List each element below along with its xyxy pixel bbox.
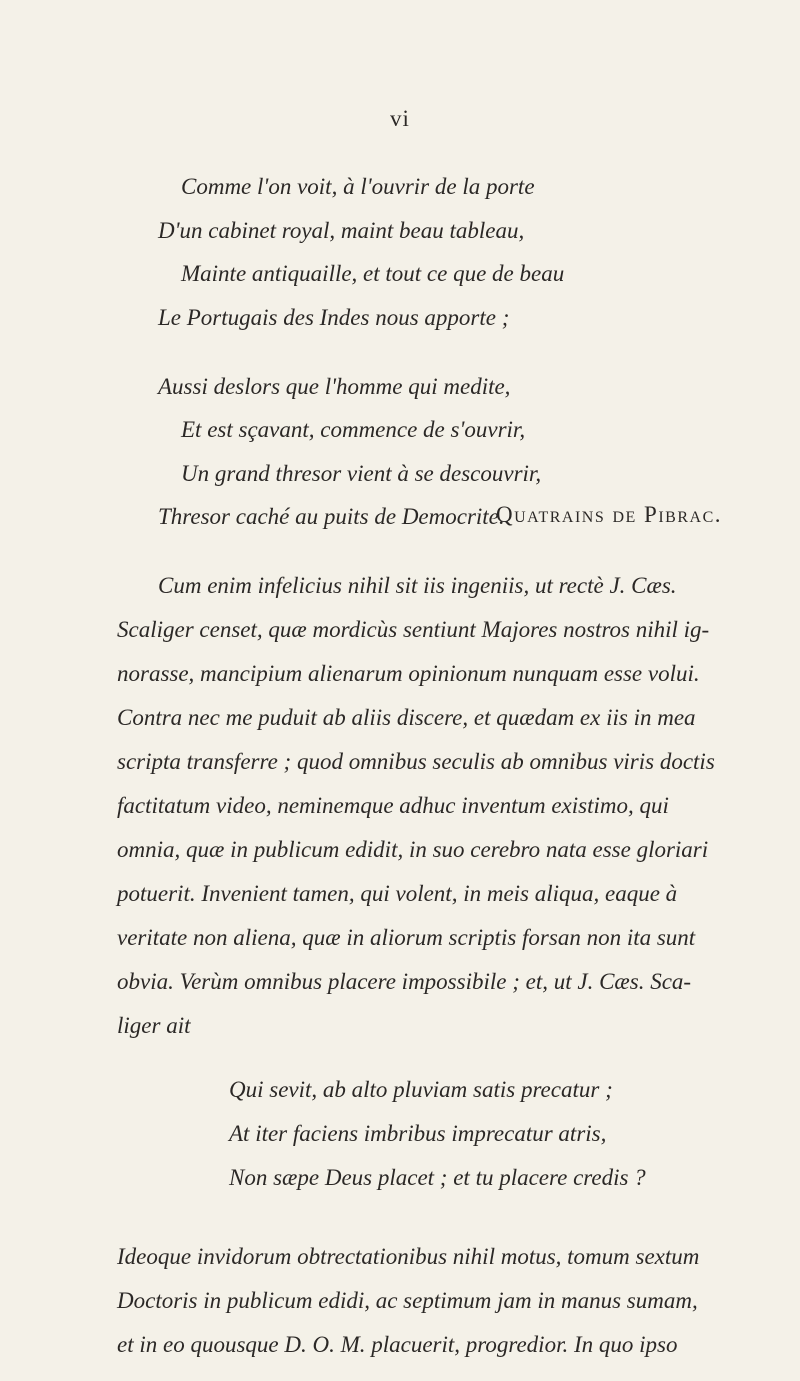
verse-line: Thresor caché au puits de Democrite.: [158, 504, 505, 529]
prose-line: potuerit. Invenient tamen, qui volent, in meis aliqua, eaque à: [117, 881, 678, 906]
prose-line: Ideoque invidorum obtrectationibus nihil motus, tomum sextum: [117, 1244, 700, 1269]
verse-line: D'un cabinet royal, maint beau tableau,: [158, 218, 525, 243]
prose-line: Doctoris in publicum edidi, ac septimum jam in manus sumam,: [117, 1288, 698, 1313]
verse-line: Comme l'on voit, à l'ouvrir de la porte: [181, 174, 535, 199]
quote-line: Non sæpe Deus placet ; et tu placere credis ?: [229, 1165, 646, 1190]
prose-line: veritate non aliena, quæ in aliorum scriptis forsan non ita sunt: [117, 925, 696, 950]
verse-line: Mainte antiquaille, et tout ce que de beau: [181, 261, 565, 286]
prose-line: Scaliger censet, quæ mordicùs sentiunt Majores nostros nihil ig-: [117, 617, 710, 642]
prose-line: Contra nec me puduit ab aliis discere, et quædam ex iis in mea: [117, 705, 696, 730]
verse-line: Le Portugais des Indes nous apporte ;: [158, 305, 510, 330]
verse-line: Aussi deslors que l'homme qui medite,: [158, 374, 511, 399]
prose-line: scripta transferre ; quod omnibus seculis ab omnibus viris doctis: [117, 749, 715, 774]
prose-line: Cum enim infelicius nihil sit iis ingeniis, ut rectè J. Cæs.: [158, 573, 677, 598]
verse-line: Un grand thresor vient à se descouvrir,: [181, 461, 542, 486]
quote-line: At iter faciens imbribus imprecatur atris,: [229, 1121, 607, 1146]
prose-line: liger ait: [117, 1013, 191, 1038]
prose-line: obvia. Verùm omnibus placere impossibile ; et, ut J. Cæs. Sca-: [117, 969, 692, 994]
prose-line: norasse, mancipium alienarum opinionum nunquam esse volui.: [117, 661, 700, 686]
quote-line: Qui sevit, ab alto pluviam satis precatur ;: [229, 1077, 613, 1102]
page-number: vi: [390, 106, 410, 131]
prose-line: factitatum video, neminemque adhuc inventum existimo, qui: [117, 793, 669, 818]
attribution: Quatrains de Pibrac.: [496, 502, 722, 527]
verse-line: Et est sçavant, commence de s'ouvrir,: [181, 417, 526, 442]
prose-line: et in eo quousque D. O. M. placuerit, progredior. In quo ipso: [117, 1332, 678, 1357]
prose-line: omnia, quæ in publicum edidit, in suo cerebro nata esse gloriari: [117, 837, 709, 862]
